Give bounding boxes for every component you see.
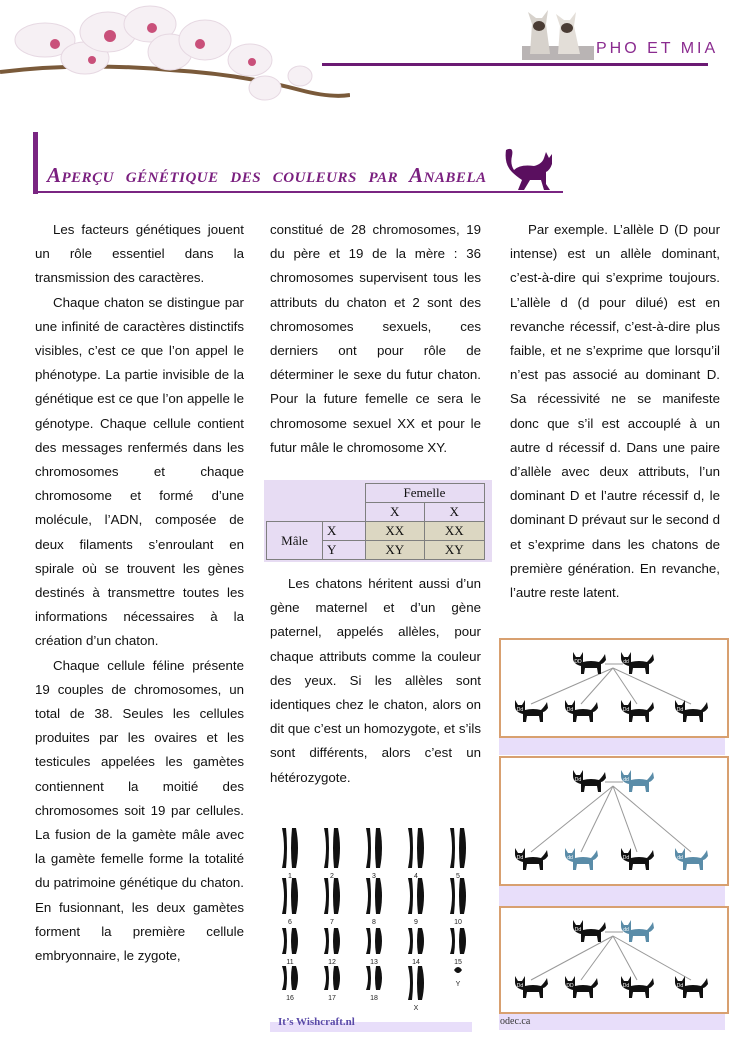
female-header: Femelle <box>365 484 484 503</box>
title-underline <box>33 191 563 193</box>
chromosome-label: 3 <box>372 873 376 880</box>
chromosome-label: 17 <box>328 995 336 1002</box>
male-chrom-x: X <box>323 522 366 541</box>
cat-icon <box>621 700 654 722</box>
paragraph: Chaque cellule féline présente 19 couples de chromosomes, un total de 38. Seules les cellules produites par les ovaires et les testicules appelées les gamètes contiennent la moitié des chromosomes soit 19 par cellules. La fusion de la gamète mâle avec la gamète femelle forme la totalité du patrimoine génétique du chaton. En fusionnant, les deux gamètes forment la première cellule embryonnaire, le zygote, <box>35 657 244 964</box>
cat-icon <box>675 848 708 870</box>
text-column-1 <box>35 218 244 968</box>
genotype-label: Dd <box>676 983 684 989</box>
inheritance-diagram-1 <box>499 638 729 738</box>
cat-icon <box>675 976 708 998</box>
chromosome-pair <box>282 928 298 954</box>
chromosome-label: 10 <box>454 919 462 926</box>
title-accent-bar <box>33 132 38 194</box>
diagram-credit: odec.ca <box>500 1016 531 1027</box>
chromosome-label: 7 <box>330 919 334 926</box>
genotype-label: Dd <box>622 707 630 713</box>
chromosome-pair <box>408 966 424 1000</box>
cat-icon <box>573 920 606 942</box>
genotype-label: dd <box>623 927 629 933</box>
siamese-cats-photo <box>522 2 594 60</box>
chromosome-pair <box>324 878 340 914</box>
chromosome-pair <box>324 928 340 954</box>
orchid-branch-illustration <box>0 0 350 115</box>
chromosome-pair <box>408 828 424 868</box>
genotype-label: Dd <box>574 927 582 933</box>
chromosome-pair <box>408 878 424 914</box>
male-header: Mâle <box>267 522 323 560</box>
chromosome-label: 13 <box>370 959 378 966</box>
chromosome-pair <box>454 967 462 973</box>
cat-icon <box>621 652 654 674</box>
inheritance-diagram-2 <box>499 756 729 886</box>
genotype-label: Dd <box>622 983 630 989</box>
genotype-label: dd <box>677 855 683 861</box>
genotype-label: Dd <box>574 777 582 783</box>
cat-icon <box>621 920 654 942</box>
site-name: PHO ET MIA <box>596 40 719 57</box>
genotype-label: dd <box>623 659 629 665</box>
chromosome-pair <box>450 878 466 914</box>
genotype-label: Dd <box>516 983 524 989</box>
paragraph: Par exemple. L’allèle D (D pour intense) est un allèle dominant, c’est-à-dire qui s’exprime toujours. L’allèle d (d pour dilué) est en revanche récessif, c’est-à-dire plus faible, et ne s’exprime que lorsqu’il n’est pas associé au dominant D. Sa récessivité ne se manifeste donc que s’il est accouplé à un autre d récessif d. Dans une paire d’allèle avec deux attributs, l’un dominant D et l’autre récessif d, le dominant D prévaut sur le second d et s’exprime dans les chatons de première génération. En revanche, l’autre reste latent. <box>510 222 720 601</box>
inheritance-diagram-2-svg <box>501 758 727 884</box>
text-column-3 <box>510 218 720 605</box>
chromosome-label: X <box>413 1005 419 1012</box>
text-column-2 <box>270 218 481 460</box>
table-cell: XX <box>365 522 425 541</box>
paragraph: Les facteurs génétiques jouent un rôle essentiel dans la transmission des caractères. <box>35 222 244 286</box>
chromosome-label: 16 <box>286 995 294 1002</box>
chromosome-label: Y <box>455 981 461 988</box>
genotype-label: Dd <box>566 707 574 713</box>
chromosome-pair <box>450 928 466 954</box>
chromosome-label: 11 <box>286 959 294 966</box>
inheritance-diagram-3-svg <box>501 908 727 1012</box>
chromosome-label: 9 <box>414 919 418 926</box>
cat-icon <box>621 976 654 998</box>
genotype-label: DD <box>566 983 574 989</box>
karyotype-caption: It’s Wishcraft.nl <box>278 1016 355 1028</box>
cat-icon <box>675 700 708 722</box>
karyotype-chart <box>270 820 472 1016</box>
chromosome-label: 2 <box>330 873 334 880</box>
genotype-label: Dd <box>676 707 684 713</box>
inheritance-diagram-1-svg <box>501 640 727 736</box>
chromosome-pair <box>324 828 340 868</box>
chromosome-label: 8 <box>372 919 376 926</box>
karyotype-image <box>270 820 472 1032</box>
female-chrom-x2: X <box>425 503 485 522</box>
chromosome-pair <box>366 878 382 914</box>
chromosome-label: 4 <box>414 873 418 880</box>
male-chrom-y: Y <box>323 541 366 560</box>
chromosome-pair <box>282 966 298 990</box>
chromosome-pair <box>282 828 298 868</box>
table-cell: XY <box>365 541 425 560</box>
chromosome-label: 6 <box>288 919 292 926</box>
genotype-label: dd <box>623 777 629 783</box>
chromosome-pair <box>366 928 382 954</box>
paragraph: Chaque chaton se distingue par une infinité de caractères distinctifs visibles, c’est ce que l’on appel le phénotype. La partie invisible de la génétique est ce que l’on appelle le génotype. Chaque cellule contient des messages renfermés dans les chromosomes et chaque chromosome et formé d’une molécule, l’ADN, composée de deux filaments s’enroulant en spirale où se trouvent les gènes destinés à transmettre toutes les informations nécessaires à la création d’un chaton. <box>35 294 244 649</box>
chromosome-pair <box>450 828 466 868</box>
sex-chromosome-table-container <box>264 480 492 562</box>
header-divider <box>322 63 708 66</box>
text-column-2-continued <box>270 572 481 790</box>
genotype-label: Dd <box>516 707 524 713</box>
chromosome-label: 14 <box>412 959 420 966</box>
cat-silhouette-icon <box>500 146 556 192</box>
chromosome-label: 12 <box>328 959 336 966</box>
cat-icon <box>621 848 654 870</box>
chromosome-label: 1 <box>288 873 292 880</box>
paragraph: Les chatons héritent aussi d’un gène maternel et d’un gène paternel, appelés allèles, pour chaque attributs comme la couleur des yeux. Si les allèles sont identiques chez le chaton, alors on dit que c’est un homozygote, et s’ils sont différents, alors c’est un hétérozygote. <box>270 576 481 785</box>
paragraph: constitué de 28 chromosomes, 19 du père et 19 de la mère : 36 chromosomes supervisent tous les attributs du chaton et 2 sont des chromosomes sexuels, ces derniers ont pour rôle de déterminer le sexe du futur chaton. Pour la future femelle ce sera le chromosome sexuel XX et pour le futur mâle le chromosome XY. <box>270 222 481 455</box>
genotype-label: Dd <box>516 855 524 861</box>
genotype-label: dd <box>567 855 573 861</box>
cat-icon <box>573 652 606 674</box>
table-cell: XY <box>425 541 485 560</box>
female-chrom-x1: X <box>365 503 425 522</box>
inheritance-diagram-3 <box>499 906 729 1014</box>
chromosome-pair <box>408 928 424 954</box>
chromosome-label: 18 <box>370 995 378 1002</box>
genotype-label: DD <box>574 659 582 665</box>
chromosome-pair <box>282 878 298 914</box>
cat-icon <box>621 770 654 792</box>
chromosome-label: 5 <box>456 873 460 880</box>
genotype-label: Dd <box>622 855 630 861</box>
sex-chromosome-table <box>266 483 485 560</box>
chromosome-label: 15 <box>454 959 462 966</box>
chromosome-pair <box>366 966 382 990</box>
page-title: Aperçu génétique des couleurs par Anabela <box>47 163 487 187</box>
table-cell: XX <box>425 522 485 541</box>
chromosome-pair <box>324 966 340 990</box>
chromosome-pair <box>366 828 382 868</box>
cat-icon <box>573 770 606 792</box>
